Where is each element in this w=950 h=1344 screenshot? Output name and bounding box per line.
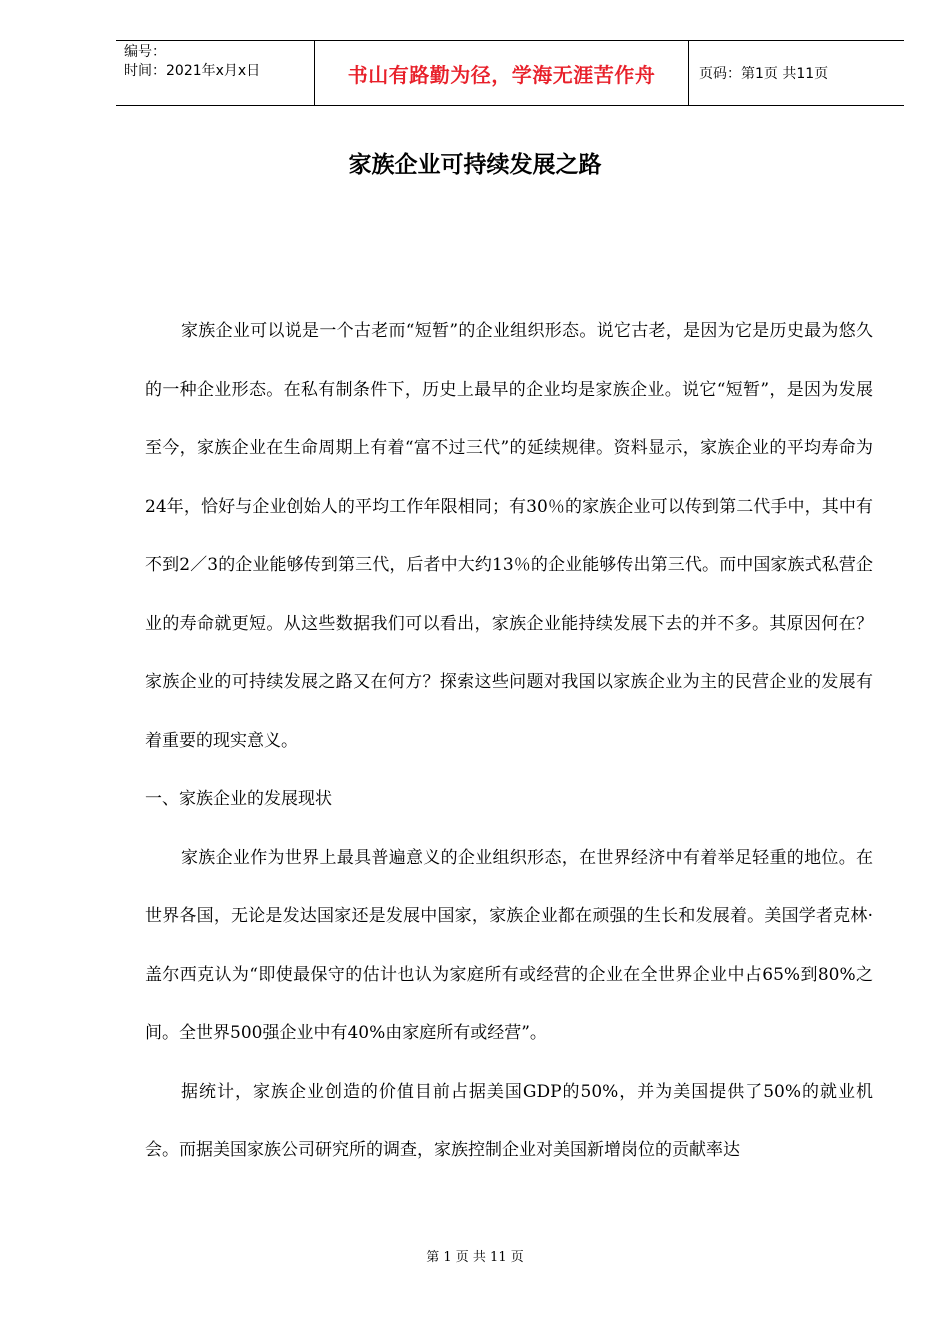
body-paragraph: 家族企业作为世界上最具普遍意义的企业组织形态，在世界经济中有着举足轻重的地位。在世界各国，无论是发达国家还是发展中国家，家族企业都在顽强的生长和发展着。美国学者克林·盖尔西克认为“即使最保守的估计也认为家庭所有或经营的企业在全世界企业中占65%到80%之间。全世界500强企业中有40%由家庭所有或经营”。 <box>145 847 873 1043</box>
document-title: 家族企业可持续发展之路 <box>348 152 602 178</box>
body-paragraph: 家族企业可以说是一个古老而“短暂”的企业组织形态。说它古老，是因为它是历史最为悠久的一种企业形态。在私有制条件下，历史上最早的企业均是家族企业。说它“短暂”，是因为发展至今，家族企业在生命周期上有着“富不过三代”的延续规律。资料显示，家族企业的平均寿命为24年，恰好与企业创始人的平均工作年限相同；有30％的家族企业可以传到第二代手中，其中有不到2／3的企业能够传到第三代，后者中大约13％的企业能够传出第三代。而中国家族式私营企业的寿命就更短。从这些数据我们可以看出，家族企业能持续发展下去的并不多。其原因何在？家族企业的可持续发展之路又在何方？探索这些问题对我国以家族企业为主的民营企业的发展有着重要的现实意义。 <box>145 321 873 751</box>
page-footer: 第 1 页 共 11 页 <box>426 1250 524 1265</box>
serial-number-label: 编号： <box>124 44 166 60</box>
page-header <box>116 40 904 106</box>
section-heading: 一、家族企业的发展现状 <box>145 789 332 809</box>
header-page-info: 页码：第1页 共11页 <box>699 66 829 82</box>
date-label: 时间：2021年x月x日 <box>124 63 261 79</box>
header-motto-cell <box>315 41 689 105</box>
header-meta-cell <box>116 41 315 105</box>
document-body <box>145 302 873 1180</box>
header-page-cell <box>689 41 904 105</box>
body-paragraph: 据统计，家族企业创造的价值目前占据美国GDP的50%，并为美国提供了50%的就业机会。而据美国家族公司研究所的调查，家族控制企业对美国新增岗位的贡献率达 <box>145 1081 873 1160</box>
motto-text: 书山有路勤为径，学海无涯苦作舟 <box>347 62 656 87</box>
